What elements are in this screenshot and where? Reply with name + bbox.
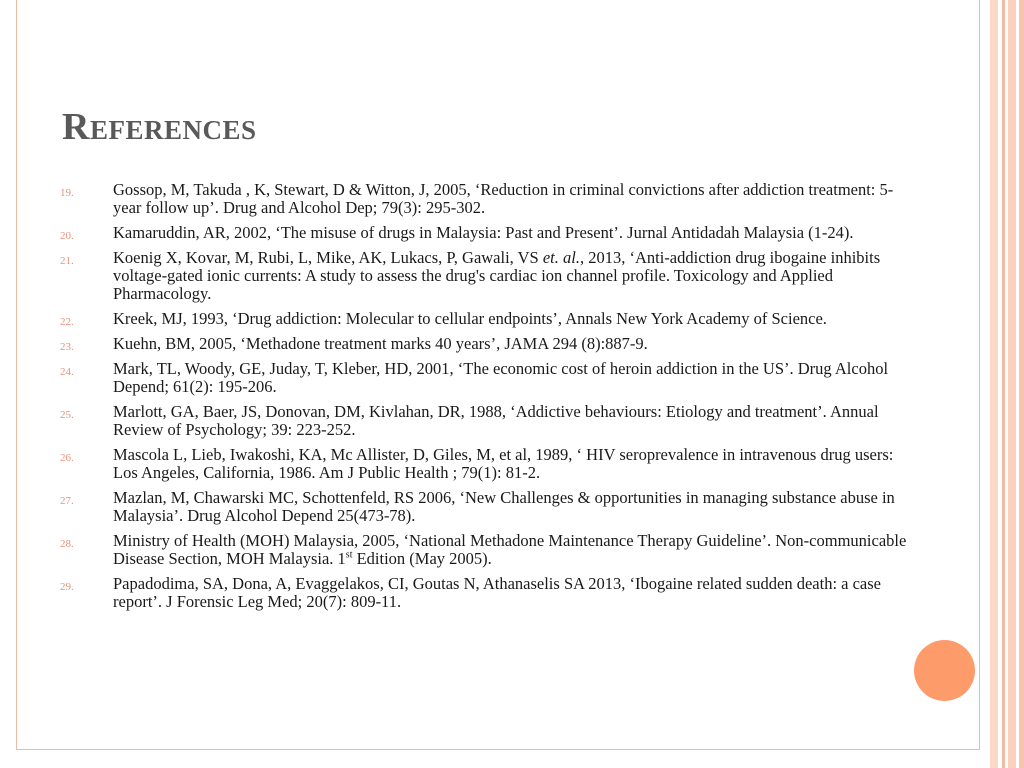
reference-number: 19.	[60, 187, 74, 199]
reference-item	[60, 489, 910, 525]
decorative-stripe	[1019, 0, 1024, 768]
reference-number: 27.	[60, 495, 74, 507]
reference-item	[60, 446, 910, 482]
reference-text-part: Edition (May 2005).	[352, 549, 492, 568]
slide-title: References	[62, 106, 257, 148]
decorative-circle	[914, 640, 975, 701]
reference-text: Papadodima, SA, Dona, A, Evaggelakos, CI, Goutas N, Athanaselis SA 2013, ‘Ibogaine related sudden death: a case report’. J Forensic Leg Med; 20(7): 809-11.	[113, 574, 881, 611]
reference-item	[60, 403, 910, 439]
reference-text-part: , 2013, ‘Anti-addiction drug ibogaine inhibits voltage-gated ionic currents: A study to assess the drug's cardiac ion channel profile. Toxicology and Applied Pharmacology.	[113, 248, 881, 303]
reference-text: Mark, TL, Woody, GE, Juday, T, Kleber, HD, 2001, ‘The economic cost of heroin addiction in the US’. Drug Alcohol Depend; 61(2): 195-206.	[113, 359, 889, 396]
reference-text-superscript: st	[345, 549, 353, 561]
reference-text: Kreek, MJ, 1993, ‘Drug addiction: Molecular to cellular endpoints’, Annals New York Academy of Science.	[113, 309, 827, 328]
reference-number: 24.	[60, 366, 74, 378]
reference-number: 20.	[60, 230, 74, 242]
reference-text: Marlott, GA, Baer, JS, Donovan, DM, Kivlahan, DR, 1988, ‘Addictive behaviours: Etiology and treatment’. Annual Review of Psychology; 39: 223-252.	[113, 402, 879, 439]
decorative-stripe	[990, 0, 998, 768]
reference-item	[60, 224, 910, 242]
reference-number: 21.	[60, 255, 74, 267]
reference-item	[60, 532, 910, 568]
reference-text: Gossop, M, Takuda , K, Stewart, D & Witton, J, 2005, ‘Reduction in criminal convictions after addiction treatment: 5- year follow up’. Drug and Alcohol Dep; 79(3): 295-302.	[113, 180, 894, 217]
reference-text: Mazlan, M, Chawarski MC, Schottenfeld, RS 2006, ‘New Challenges & opportunities in managing substance abuse in Malaysia’. Drug Alcohol Depend 25(473-78).	[113, 488, 895, 525]
reference-item	[60, 249, 910, 303]
decorative-stripe	[1008, 0, 1016, 768]
reference-number: 28.	[60, 538, 74, 550]
decorative-stripe	[1002, 0, 1005, 768]
reference-item	[60, 575, 910, 611]
reference-item	[60, 181, 910, 217]
reference-number: 25.	[60, 409, 74, 421]
reference-item	[60, 310, 910, 328]
reference-text	[113, 249, 910, 303]
reference-text: Kamaruddin, AR, 2002, ‘The misuse of drugs in Malaysia: Past and Present’. Jurnal Antidadah Malaysia (1-24).	[113, 223, 854, 242]
reference-list	[60, 181, 910, 618]
reference-number: 23.	[60, 341, 74, 353]
reference-text-part: Ministry of Health (MOH) Malaysia, 2005, ‘National Methadone Maintenance Therapy Guideline’. Non-communicable Disease Section, MOH Malaysia. 1	[113, 531, 907, 568]
reference-text	[113, 532, 910, 568]
reference-number: 22.	[60, 316, 74, 328]
reference-number: 26.	[60, 452, 74, 464]
reference-number: 29.	[60, 581, 74, 593]
reference-item	[60, 360, 910, 396]
reference-text-italic: et. al.	[542, 248, 580, 267]
reference-text-part: Koenig X, Kovar, M, Rubi, L, Mike, AK, Lukacs, P, Gawali, VS	[113, 248, 543, 267]
reference-text: Kuehn, BM, 2005, ‘Methadone treatment marks 40 years’, JAMA 294 (8):887-9.	[113, 334, 648, 353]
reference-text: Mascola L, Lieb, Iwakoshi, KA, Mc Allister, D, Giles, M, et al, 1989, ‘ HIV seroprevalence in intravenous drug users: Los Angeles, California, 1986. Am J Public Health ; 79(1): 81-2.	[113, 445, 894, 482]
reference-item	[60, 335, 910, 353]
